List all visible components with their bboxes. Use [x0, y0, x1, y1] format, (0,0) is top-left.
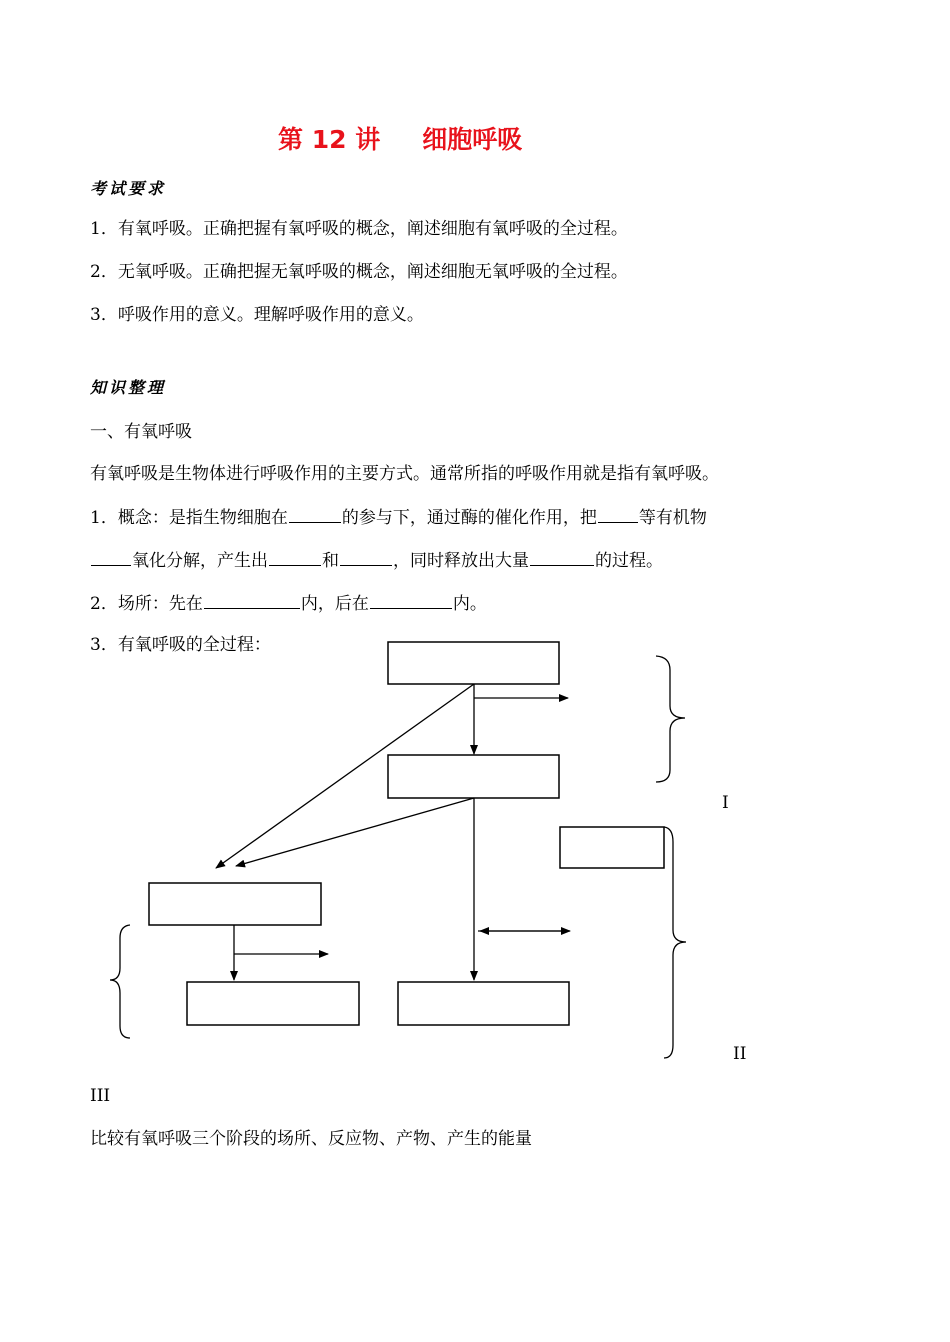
brace-stage-two — [664, 827, 686, 1058]
title-lecture: 第 12 讲 — [278, 125, 381, 154]
arrow-middle-to-left — [236, 798, 474, 866]
brace-stage-one — [656, 656, 685, 782]
compare-text: 比较有氧呼吸三个阶段的场所、反应物、产物、产生的能量 — [90, 1129, 532, 1149]
concept-line2-mid2: 和 — [322, 551, 339, 571]
diagram-box-right[interactable] — [560, 827, 664, 868]
requirement-item-3: 3．呼吸作用的意义。理解呼吸作用的意义。 — [90, 305, 424, 325]
arrow-top-to-left — [216, 684, 474, 868]
stage-label-two: II — [733, 1044, 747, 1064]
diagram-box-middle[interactable] — [388, 755, 559, 798]
location-mid: 内，后在 — [300, 594, 369, 614]
knowledge-heading: 知识整理 — [90, 378, 167, 397]
concept-line2-mid1: 氧化分解，产生出 — [132, 551, 268, 571]
diagram-box-bottom-right[interactable] — [398, 982, 569, 1025]
requirement-item-1: 1．有氧呼吸。正确把握有氧呼吸的概念，阐述细胞有氧呼吸的全过程。 — [90, 219, 628, 239]
requirement-item-2: 2．无氧呼吸。正确把握无氧呼吸的概念，阐述细胞无氧呼吸的全过程。 — [90, 262, 628, 282]
concept-line2-mid3: ，同时释放出大量 — [393, 551, 529, 571]
diagram-box-top[interactable] — [388, 642, 559, 684]
process-label: 3．有氧呼吸的全过程： — [90, 635, 271, 655]
location-end: 内。 — [452, 594, 487, 614]
concept-line2-end: 的过程。 — [595, 551, 663, 571]
intro-paragraph: 有氧呼吸是生物体进行呼吸作用的主要方式。通常所指的呼吸作用就是指有氧呼吸。 — [90, 464, 719, 484]
location-prefix: 2．场所：先在 — [90, 594, 203, 614]
title-topic: 细胞呼吸 — [422, 125, 523, 154]
brace-stage-three — [110, 925, 130, 1038]
diagram-box-left[interactable] — [149, 883, 321, 925]
exam-requirements-heading: 考试要求 — [90, 179, 167, 198]
concept-mid2: 等有机物 — [638, 508, 707, 528]
concept-mid1: 的参与下，通过酶的催化作用，把 — [341, 508, 597, 528]
stage-label-three: III — [90, 1086, 111, 1106]
concept-prefix: 1．概念：是指生物细胞在 — [90, 508, 288, 528]
diagram-box-bottom-left[interactable] — [187, 982, 359, 1025]
section-title-aerobic: 一、有氧呼吸 — [90, 422, 192, 442]
stage-label-one: I — [722, 793, 729, 813]
